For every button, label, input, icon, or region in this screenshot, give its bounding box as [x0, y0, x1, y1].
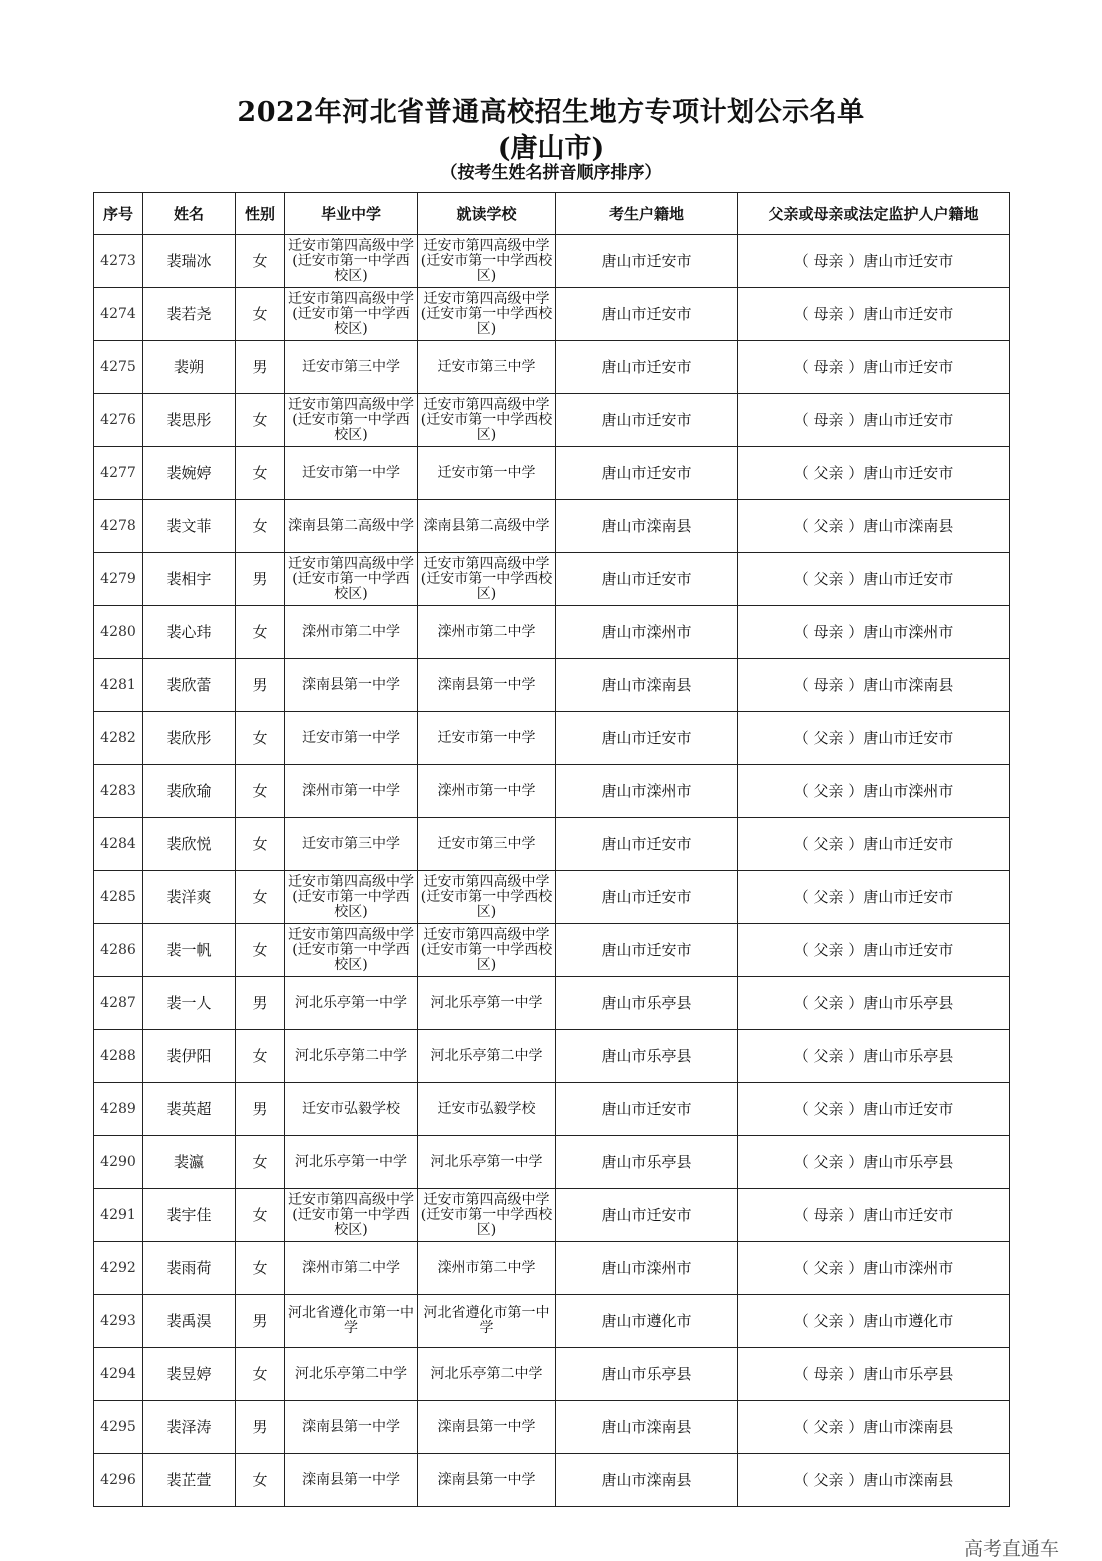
household: 唐山市迁安市 — [556, 288, 738, 341]
student-name: 裴芷萱 — [143, 1454, 236, 1507]
table-row — [94, 1348, 1010, 1401]
table-row — [94, 1401, 1010, 1454]
graduated-school: 迁安市第一中学 — [285, 447, 418, 500]
gender: 女 — [236, 447, 285, 500]
gender: 女 — [236, 871, 285, 924]
current-school: 迁安市第三中学 — [418, 341, 556, 394]
student-name: 裴若尧 — [143, 288, 236, 341]
graduated-school: 迁安市第四高级中学(迁安市第一中学西校区) — [285, 871, 418, 924]
table-row — [94, 553, 1010, 606]
student-name: 裴欣悦 — [143, 818, 236, 871]
row-index: 4273 — [94, 235, 143, 288]
household: 唐山市迁安市 — [556, 341, 738, 394]
gender: 女 — [236, 235, 285, 288]
header-current-school: 就读学校 — [418, 193, 556, 235]
table-row — [94, 977, 1010, 1030]
guardian-household: （ 父亲 ）唐山市乐亭县 — [738, 1136, 1010, 1189]
row-index: 4275 — [94, 341, 143, 394]
gender: 女 — [236, 1136, 285, 1189]
current-school: 迁安市第四高级中学(迁安市第一中学西校区) — [418, 1189, 556, 1242]
table-row — [94, 235, 1010, 288]
household: 唐山市滦南县 — [556, 1401, 738, 1454]
header-name: 姓名 — [143, 193, 236, 235]
guardian-household: （ 父亲 ）唐山市滦南县 — [738, 500, 1010, 553]
graduated-school: 滦南县第一中学 — [285, 1454, 418, 1507]
gender: 女 — [236, 394, 285, 447]
student-name: 裴欣瑜 — [143, 765, 236, 818]
household: 唐山市滦州市 — [556, 765, 738, 818]
guardian-household: （ 母亲 ）唐山市迁安市 — [738, 1189, 1010, 1242]
current-school: 迁安市第四高级中学(迁安市第一中学西校区) — [418, 553, 556, 606]
table-row — [94, 606, 1010, 659]
current-school: 河北乐亭第二中学 — [418, 1348, 556, 1401]
household: 唐山市乐亭县 — [556, 977, 738, 1030]
header-index: 序号 — [94, 193, 143, 235]
household: 唐山市迁安市 — [556, 394, 738, 447]
student-name: 裴瑞冰 — [143, 235, 236, 288]
household: 唐山市滦南县 — [556, 1454, 738, 1507]
gender: 男 — [236, 1083, 285, 1136]
current-school: 滦南县第二高级中学 — [418, 500, 556, 553]
guardian-household: （ 父亲 ）唐山市迁安市 — [738, 924, 1010, 977]
current-school: 滦州市第二中学 — [418, 606, 556, 659]
gender: 女 — [236, 500, 285, 553]
gender: 女 — [236, 1030, 285, 1083]
current-school: 河北省遵化市第一中学 — [418, 1295, 556, 1348]
student-name: 裴昱婷 — [143, 1348, 236, 1401]
guardian-household: （ 父亲 ）唐山市滦南县 — [738, 1454, 1010, 1507]
row-index: 4291 — [94, 1189, 143, 1242]
row-index: 4296 — [94, 1454, 143, 1507]
row-index: 4288 — [94, 1030, 143, 1083]
current-school: 河北乐亭第一中学 — [418, 977, 556, 1030]
guardian-household: （ 父亲 ）唐山市迁安市 — [738, 553, 1010, 606]
graduated-school: 河北乐亭第一中学 — [285, 1136, 418, 1189]
table-row — [94, 1136, 1010, 1189]
graduated-school: 迁安市第四高级中学(迁安市第一中学西校区) — [285, 1189, 418, 1242]
household: 唐山市乐亭县 — [556, 1136, 738, 1189]
graduated-school: 迁安市弘毅学校 — [285, 1083, 418, 1136]
sort-note: （按考生姓名拼音顺序排序） — [440, 163, 662, 183]
gender: 女 — [236, 1454, 285, 1507]
student-name: 裴文菲 — [143, 500, 236, 553]
student-name: 裴宇佳 — [143, 1189, 236, 1242]
current-school: 滦州市第一中学 — [418, 765, 556, 818]
current-school: 滦南县第一中学 — [418, 659, 556, 712]
household: 唐山市迁安市 — [556, 871, 738, 924]
current-school: 迁安市第一中学 — [418, 712, 556, 765]
student-name: 裴泽涛 — [143, 1401, 236, 1454]
current-school: 河北乐亭第二中学 — [418, 1030, 556, 1083]
graduated-school: 迁安市第四高级中学(迁安市第一中学西校区) — [285, 394, 418, 447]
gender: 女 — [236, 712, 285, 765]
row-index: 4281 — [94, 659, 143, 712]
guardian-household: （ 父亲 ）唐山市乐亭县 — [738, 977, 1010, 1030]
household: 唐山市滦南县 — [556, 500, 738, 553]
student-name: 裴禹淏 — [143, 1295, 236, 1348]
table-row — [94, 1030, 1010, 1083]
graduated-school: 滦南县第一中学 — [285, 659, 418, 712]
gender: 女 — [236, 1348, 285, 1401]
row-index: 4287 — [94, 977, 143, 1030]
household: 唐山市滦南县 — [556, 659, 738, 712]
student-name: 裴雨荷 — [143, 1242, 236, 1295]
gender: 女 — [236, 1242, 285, 1295]
row-index: 4294 — [94, 1348, 143, 1401]
student-name: 裴一人 — [143, 977, 236, 1030]
household: 唐山市迁安市 — [556, 1083, 738, 1136]
gender: 男 — [236, 341, 285, 394]
guardian-household: （ 父亲 ）唐山市迁安市 — [738, 818, 1010, 871]
student-name: 裴瀛 — [143, 1136, 236, 1189]
graduated-school: 迁安市第一中学 — [285, 712, 418, 765]
graduated-school: 滦州市第二中学 — [285, 606, 418, 659]
graduated-school: 河北乐亭第一中学 — [285, 977, 418, 1030]
document-title: 2022年河北省普通高校招生地方专项计划公示名单 — [237, 97, 865, 128]
table-row — [94, 712, 1010, 765]
graduated-school: 滦南县第一中学 — [285, 1401, 418, 1454]
table-row — [94, 1242, 1010, 1295]
guardian-household: （ 父亲 ）唐山市迁安市 — [738, 712, 1010, 765]
row-index: 4295 — [94, 1401, 143, 1454]
current-school: 迁安市第一中学 — [418, 447, 556, 500]
row-index: 4284 — [94, 818, 143, 871]
student-name: 裴思彤 — [143, 394, 236, 447]
row-index: 4279 — [94, 553, 143, 606]
guardian-household: （ 母亲 ）唐山市滦南县 — [738, 659, 1010, 712]
current-school: 迁安市第四高级中学(迁安市第一中学西校区) — [418, 235, 556, 288]
gender: 女 — [236, 765, 285, 818]
gender: 男 — [236, 1295, 285, 1348]
table-row — [94, 765, 1010, 818]
student-name: 裴一帆 — [143, 924, 236, 977]
current-school: 迁安市第四高级中学(迁安市第一中学西校区) — [418, 924, 556, 977]
gender: 男 — [236, 659, 285, 712]
graduated-school: 迁安市第四高级中学(迁安市第一中学西校区) — [285, 553, 418, 606]
guardian-household: （ 母亲 ）唐山市迁安市 — [738, 235, 1010, 288]
guardian-household: （ 母亲 ）唐山市滦州市 — [738, 606, 1010, 659]
row-index: 4282 — [94, 712, 143, 765]
graduated-school: 迁安市第四高级中学(迁安市第一中学西校区) — [285, 288, 418, 341]
graduated-school: 滦州市第二中学 — [285, 1242, 418, 1295]
student-name: 裴欣蕾 — [143, 659, 236, 712]
row-index: 4286 — [94, 924, 143, 977]
guardian-household: （ 父亲 ）唐山市乐亭县 — [738, 1030, 1010, 1083]
table-row — [94, 394, 1010, 447]
watermark: 高考直通车 — [964, 1538, 1060, 1560]
graduated-school: 迁安市第四高级中学(迁安市第一中学西校区) — [285, 235, 418, 288]
gender: 女 — [236, 924, 285, 977]
guardian-household: （ 父亲 ）唐山市滦南县 — [738, 1401, 1010, 1454]
current-school: 滦州市第二中学 — [418, 1242, 556, 1295]
roster-table — [93, 192, 1010, 1507]
gender: 女 — [236, 818, 285, 871]
student-name: 裴欣彤 — [143, 712, 236, 765]
row-index: 4280 — [94, 606, 143, 659]
current-school: 迁安市第四高级中学(迁安市第一中学西校区) — [418, 871, 556, 924]
household: 唐山市迁安市 — [556, 1189, 738, 1242]
gender: 女 — [236, 288, 285, 341]
guardian-household: （ 父亲 ）唐山市迁安市 — [738, 871, 1010, 924]
table-row — [94, 1083, 1010, 1136]
student-name: 裴洋爽 — [143, 871, 236, 924]
header-guardian-household: 父亲或母亲或法定监护人户籍地 — [738, 193, 1010, 235]
student-name: 裴相宇 — [143, 553, 236, 606]
row-index: 4285 — [94, 871, 143, 924]
guardian-household: （ 父亲 ）唐山市迁安市 — [738, 447, 1010, 500]
household: 唐山市乐亭县 — [556, 1030, 738, 1083]
row-index: 4274 — [94, 288, 143, 341]
guardian-household: （ 父亲 ）唐山市迁安市 — [738, 1083, 1010, 1136]
guardian-household: （ 母亲 ）唐山市迁安市 — [738, 288, 1010, 341]
table-row — [94, 659, 1010, 712]
header-gender: 性别 — [236, 193, 285, 235]
table-row — [94, 1189, 1010, 1242]
current-school: 滦南县第一中学 — [418, 1401, 556, 1454]
gender: 男 — [236, 1401, 285, 1454]
household: 唐山市迁安市 — [556, 235, 738, 288]
guardian-household: （ 父亲 ）唐山市遵化市 — [738, 1295, 1010, 1348]
table-row — [94, 341, 1010, 394]
header-graduated-school: 毕业中学 — [285, 193, 418, 235]
graduated-school: 滦州市第一中学 — [285, 765, 418, 818]
table-row — [94, 447, 1010, 500]
guardian-household: （ 母亲 ）唐山市乐亭县 — [738, 1348, 1010, 1401]
header-household: 考生户籍地 — [556, 193, 738, 235]
guardian-household: （ 父亲 ）唐山市滦州市 — [738, 1242, 1010, 1295]
guardian-household: （ 母亲 ）唐山市迁安市 — [738, 394, 1010, 447]
gender: 女 — [236, 1189, 285, 1242]
table-row — [94, 500, 1010, 553]
row-index: 4278 — [94, 500, 143, 553]
household: 唐山市乐亭县 — [556, 1348, 738, 1401]
current-school: 迁安市弘毅学校 — [418, 1083, 556, 1136]
graduated-school: 河北乐亭第二中学 — [285, 1030, 418, 1083]
household: 唐山市迁安市 — [556, 553, 738, 606]
graduated-school: 滦南县第二高级中学 — [285, 500, 418, 553]
household: 唐山市遵化市 — [556, 1295, 738, 1348]
household: 唐山市滦州市 — [556, 1242, 738, 1295]
graduated-school: 迁安市第三中学 — [285, 818, 418, 871]
student-name: 裴心玮 — [143, 606, 236, 659]
row-index: 4276 — [94, 394, 143, 447]
guardian-household: （ 父亲 ）唐山市滦州市 — [738, 765, 1010, 818]
household: 唐山市迁安市 — [556, 712, 738, 765]
household: 唐山市迁安市 — [556, 924, 738, 977]
student-name: 裴婉婷 — [143, 447, 236, 500]
student-name: 裴伊阳 — [143, 1030, 236, 1083]
graduated-school: 河北乐亭第二中学 — [285, 1348, 418, 1401]
row-index: 4292 — [94, 1242, 143, 1295]
household: 唐山市迁安市 — [556, 818, 738, 871]
graduated-school: 迁安市第四高级中学(迁安市第一中学西校区) — [285, 924, 418, 977]
table-row — [94, 924, 1010, 977]
row-index: 4277 — [94, 447, 143, 500]
gender: 男 — [236, 977, 285, 1030]
gender: 男 — [236, 553, 285, 606]
row-index: 4293 — [94, 1295, 143, 1348]
table-row — [94, 1454, 1010, 1507]
table-row — [94, 871, 1010, 924]
table-row — [94, 1295, 1010, 1348]
table-row — [94, 818, 1010, 871]
household: 唐山市迁安市 — [556, 447, 738, 500]
current-school: 迁安市第四高级中学(迁安市第一中学西校区) — [418, 288, 556, 341]
gender: 女 — [236, 606, 285, 659]
guardian-household: （ 母亲 ）唐山市迁安市 — [738, 341, 1010, 394]
household: 唐山市滦州市 — [556, 606, 738, 659]
student-name: 裴朔 — [143, 341, 236, 394]
current-school: 迁安市第三中学 — [418, 818, 556, 871]
city-subtitle: (唐山市) — [497, 133, 605, 164]
row-index: 4283 — [94, 765, 143, 818]
table-header-row — [94, 193, 1010, 235]
current-school: 滦南县第一中学 — [418, 1454, 556, 1507]
row-index: 4289 — [94, 1083, 143, 1136]
graduated-school: 迁安市第三中学 — [285, 341, 418, 394]
student-name: 裴英超 — [143, 1083, 236, 1136]
table-row — [94, 288, 1010, 341]
current-school: 迁安市第四高级中学(迁安市第一中学西校区) — [418, 394, 556, 447]
current-school: 河北乐亭第一中学 — [418, 1136, 556, 1189]
graduated-school: 河北省遵化市第一中学 — [285, 1295, 418, 1348]
row-index: 4290 — [94, 1136, 143, 1189]
